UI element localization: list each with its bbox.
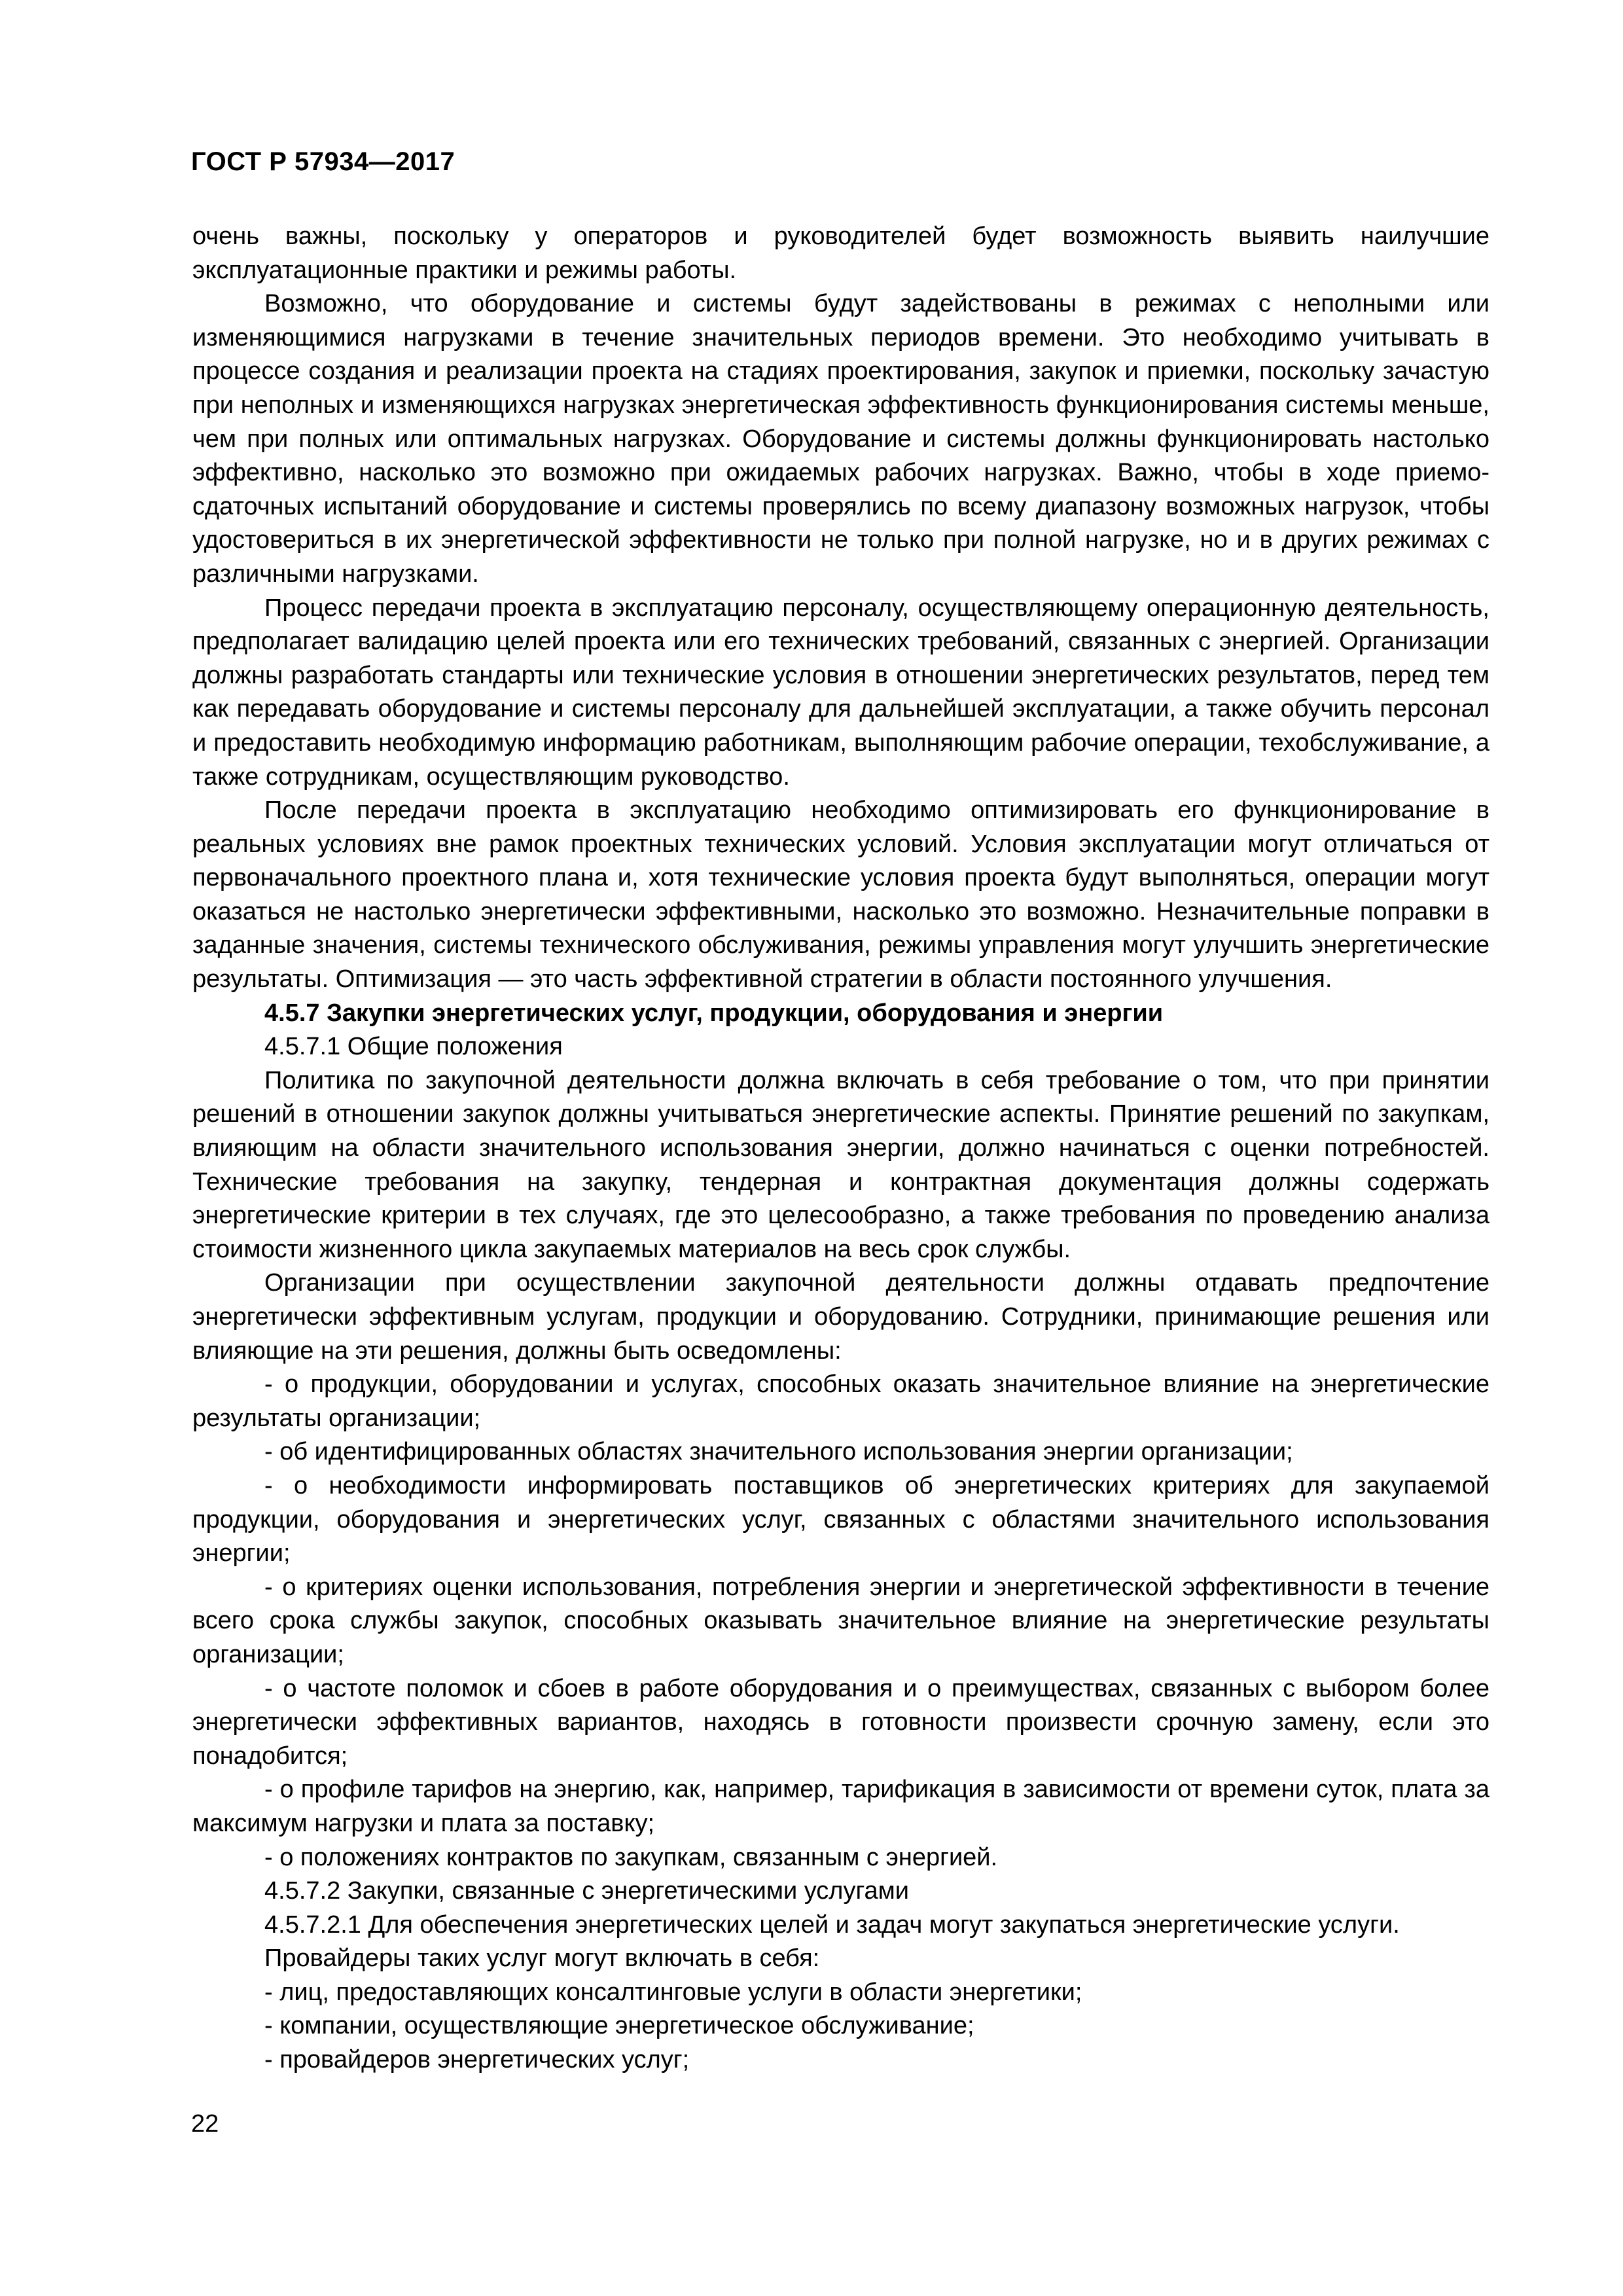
section-heading: 4.5.7 Закупки энергетических услуг, продукции, оборудования и энергии: [264, 999, 1164, 1027]
list-item: - об идентифицированных областях значительного использования энергии организации;: [264, 1438, 1293, 1466]
subsection-title: 4.5.7.1 Общие положения: [264, 1033, 563, 1061]
list-item: - лиц, предоставляющих консалтинговые услуги в области энергетики;: [264, 1978, 1082, 2006]
paragraph: Организации при осуществлении закупочной деятельности должны отдавать предпочтение энергетически эффективным услугам, продукции и оборудованию. Сотрудники, принимающие решения или влияющие на эти решения, должны быть осведомлены:: [192, 1269, 1489, 1365]
paragraph: Политика по закупочной деятельности должна включать в себя требование о том, что при принятии решений в отношении закупок должны учитываться энергетические аспекты. Принятие решений по закупкам, влияющим на области значительного использования энергии, должно начинаться с оценки потребностей. Технические требования на закупку, тендерная и контрактная документация должны содержать энергетические критерии в тех случаях, где это целесообразно, а также требования по проведению анализа стоимости жизненного цикла закупаемых материалов на весь срок службы.: [192, 1066, 1489, 1263]
paragraph: Процесс передачи проекта в эксплуатацию персоналу, осуществляющему операционную деятельность, предполагает валидацию целей проекта или его технических требований, связанных с энергией. Организации должны разработать стандарты или технические условия в отношении энергетических результатов, перед тем как передавать оборудование и системы персоналу для дальнейшей эксплуатации, а также обучить персонал и предоставить необходимую информацию работникам, выполняющим рабочие операции, техобслуживание, а также сотрудникам, осуществляющим руководство.: [192, 594, 1489, 791]
paragraph: Возможно, что оборудование и системы будут задействованы в режимах с неполными или изменяющимися нагрузками в течение значительных периодов времени. Это необходимо учитывать в процессе создания и реализации проекта на стадиях проектирования, закупок и приемки, поскольку зачастую при неполных и изменяющихся нагрузках энергетическая эффективность функционирования системы меньше, чем при полных или оптимальных нагрузках. Оборудование и системы должны функционировать настолько эффективно, насколько это возможно при ожидаемых рабочих нагрузках. Важно, чтобы в ходе приемо-сдаточных испытаний оборудование и системы проверялись по всему диапазону возможных нагрузок, чтобы удостовериться в их энергетической эффективности не только при полной нагрузке, но и в других режимах с различными нагрузками.: [192, 290, 1489, 588]
paragraph: Провайдеры таких услуг могут включать в себя:: [264, 1945, 820, 1973]
list-item: - провайдеров энергетических услуг;: [264, 2046, 690, 2074]
page-number: 22: [191, 2110, 219, 2138]
list-item: - о профиле тарифов на энергию, как, например, тарификация в зависимости от времени суток, плата за максимум нагрузки и плата за поставку;: [192, 1776, 1489, 1837]
list-item: - о продукции, оборудовании и услугах, способных оказать значительное влияние на энергетические результаты организации;: [192, 1371, 1489, 1432]
document-header: ГОСТ Р 57934—2017: [191, 147, 455, 176]
list-item: - о частоте поломок и сбоев в работе оборудования и о преимуществах, связанных с выбором более энергетически эффективных вариантов, находясь в готовности произвести срочную замену, если это понадобится;: [192, 1674, 1489, 1770]
list-item: - о необходимости информировать поставщиков об энергетических критериях для закупаемой продукции, оборудования и энергетических услуг, связанных с областями значительного использования энергии;: [192, 1471, 1489, 1568]
subsection-title: 4.5.7.2 Закупки, связанные с энергетическими услугами: [264, 1877, 909, 1905]
paragraph: 4.5.7.2.1 Для обеспечения энергетических целей и задач могут закупаться энергетические услуги.: [264, 1910, 1400, 1939]
paragraph: очень важны, поскольку у операторов и руководителей будет возможность выявить наилучшие эксплуатационные практики и режимы работы.: [192, 223, 1489, 284]
paragraph: После передачи проекта в эксплуатацию необходимо оптимизировать его функционирование в реальных условиях вне рамок проектных технических условий. Условия эксплуатации могут отличаться от первоначального проектного плана и, хотя технические условия проекта будут выполняться, операции могут оказаться не настолько энергетически эффективными, насколько это возможно. Незначительные поправки в заданные значения, системы технического обслуживания, режимы управления могут улучшить энергетические результаты. Оптимизация — это часть эффективной стратегии в области постоянного улучшения.: [192, 797, 1489, 994]
document-body: [192, 220, 1489, 2077]
list-item: - о критериях оценки использования, потребления энергии и энергетической эффективности в течение всего срока службы закупок, способных оказывать значительное влияние на энергетические результаты организации;: [192, 1573, 1489, 1668]
list-item: - о положениях контрактов по закупкам, связанным с энергией.: [264, 1843, 998, 1871]
list-item: - компании, осуществляющие энергетическое обслуживание;: [264, 2012, 974, 2040]
